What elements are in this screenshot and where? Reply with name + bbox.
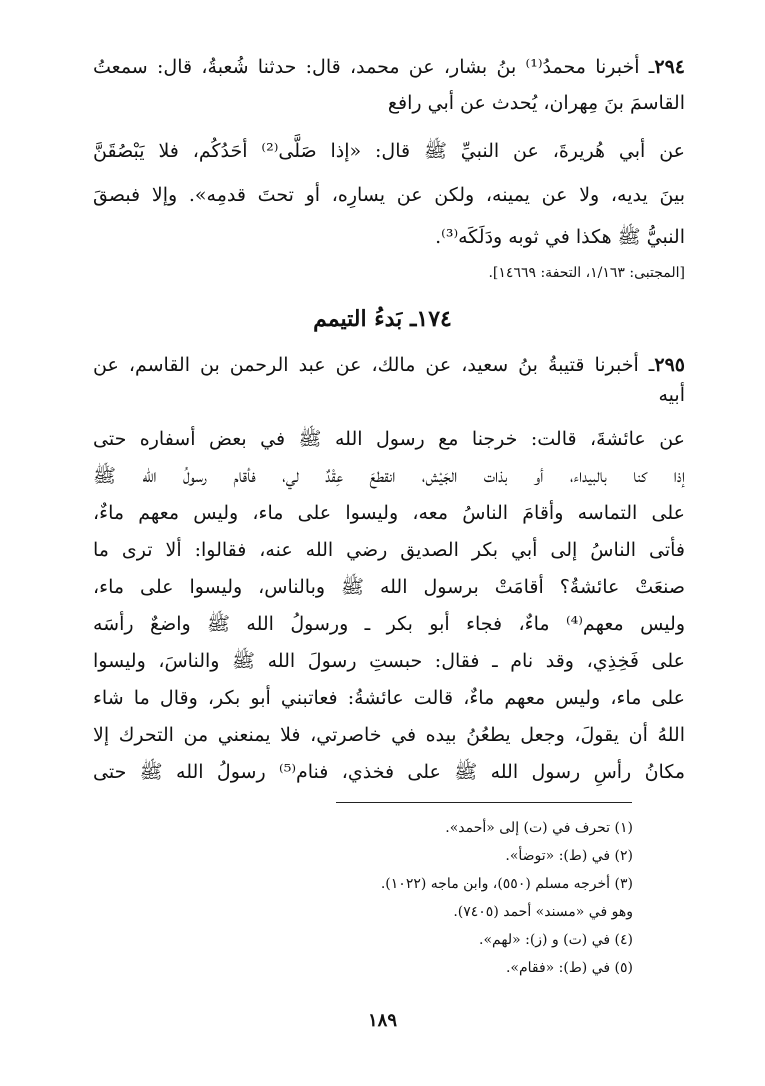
hadith-295-body-line: عن عائشةَ، قالت: خرجنا مع رسول الله ﷺ في بعض أسفاره حتى: [93, 428, 685, 450]
hadith-295-body-line: على التماسه وأقامَ الناسُ معه، وليسوا على ماء، وليس معهم ماءٌ،: [93, 502, 685, 524]
footnote-3: (٣) أخرجه مسلم (٥٥٠)، وابن ماجه (١٠٢٢).: [380, 876, 633, 892]
hadith-295-text: ـ أخبرنا قتيبةُ بنُ سعيد، عن مالك، عن عبد الرحمن بن القاسم، عن: [93, 354, 655, 376]
hadith-295-body-line: فأتى الناسُ إلى أبي بكر الصديق رضي الله عنه، فقالوا: ألا ترى ما: [93, 539, 685, 561]
hadith-295-body-line: مكانُ رأسِ رسول الله ﷺ على فخذي، فنام⁽⁵⁾ رسولُ الله ﷺ حتى: [93, 761, 686, 783]
hadith-294-number: ٢٩٤: [654, 56, 685, 78]
page-number: ١٨٩: [367, 1010, 397, 1031]
hadith-295-body-line: على ماء، وليس معهم ماءٌ، قالت عائشةُ: فعاتبني أبو بكر، وقال ما شاء: [93, 687, 685, 709]
hadith-295-body-line: صنعَتْ عائشةُ؟ أقامَتْ برسول الله ﷺ وبالناس، وليسوا على ماء،: [93, 576, 685, 598]
hadith-295-number: ٢٩٥: [654, 354, 685, 376]
footnote-4: (٤) في (ت) و (ز): «لهم».: [479, 932, 633, 948]
hadith-294-line-3: عن أبي هُريرةَ، عن النبيِّ ﷺ قال: «إذا صَلَّى⁽²⁾ أحَدُكُم، فلا يَبْصُقَنَّ: [93, 140, 685, 162]
footnote-divider: [336, 802, 632, 803]
hadith-295-body-line: وليس معهم⁽⁴⁾ ماءٌ، فجاء أبو بكر ـ ورسولُ الله ﷺ واضعٌ رأسَه: [93, 613, 685, 635]
footnote-3-continued: وهو في «مسند» أحمد (٧٤٠٥).: [453, 904, 633, 920]
hadith-295-line-1: [93, 350, 685, 380]
hadith-295-line-2: أبيه: [658, 384, 685, 406]
footnote-2: (٢) في (ط): «توضأ».: [505, 848, 633, 864]
hadith-294-line-4: بينَ يديه، ولا عن يمينه، ولكن عن يسارِه، أو تحتَ قدمِه». وإلا فبصقَ: [93, 184, 685, 206]
hadith-294-reference: [المجتبى: ١/١٦٣، التحفة: ١٤٦٦٩].: [488, 265, 685, 281]
hadith-295-body-line: إذا كنا بالبيداء، أو بذات الجَيْش، انقطعَ عِقْدٌ لي، فأقام رسولُ الله ﷺ: [93, 465, 685, 487]
hadith-294-text: ـ أخبرنا محمدُ⁽¹⁾ بنُ بشار، عن محمد، قال: حدثنا شُعبةُ، قال: سمعتُ: [93, 56, 655, 78]
hadith-294-line-1: [93, 52, 685, 82]
hadith-295-body-line: اللهُ أن يقولَ، وجعل يطعُنُ بيده في خاصرتي، فلا يمنعني من التحرك إلا: [93, 724, 685, 746]
hadith-295-body-line: على فَخِذِي، وقد نام ـ فقال: حبستِ رسولَ الله ﷺ والناسَ، وليسوا: [93, 650, 685, 672]
hadith-294-line-2: القاسمَ بنَ مِهران، يُحدث عن أبي رافع: [387, 92, 685, 114]
footnote-1: (١) تحرف في (ت) إلى «أحمد».: [445, 820, 633, 836]
chapter-heading: ١٧٤ـ بَدءُ التيمم: [313, 306, 452, 332]
hadith-294-line-5: النبيُّ ﷺ هكذا في ثوبه ودَلَكَه⁽³⁾.: [435, 226, 685, 248]
footnote-5: (٥) في (ط): «فقام».: [505, 960, 633, 976]
